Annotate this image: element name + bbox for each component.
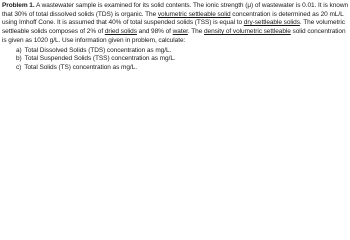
question-text: Total Solids (TS) concentration as mg/L. [24, 63, 137, 71]
statement-segment-underlined: water [172, 28, 188, 36]
statement-segment-underlined: dry-settleable solids [243, 19, 300, 27]
question-text: Total Suspended Solids (TSS) concentration as mg/L. [24, 55, 176, 63]
statement-segment: and 98% of [136, 28, 173, 36]
statement-segment: A wastewater sample is examined for its solid contents. The ionic strength (μ) of wastewater is 0.01. It is known that 30% of total dissolved solids (TDS) is organic. The [2, 2, 349, 18]
question-item [16, 55, 348, 64]
statement-segment: . The [187, 28, 204, 36]
problem-heading: Problem 1. [2, 2, 35, 9]
question-text: Total Dissolved Solids (TDS) concentration as mg/L. [24, 46, 172, 54]
question-letter: a) [16, 46, 22, 54]
statement-segment: . The volumetric settleable solids composes of 2% of [2, 19, 345, 36]
statement-segment-underlined: volumetric settleable solid [157, 10, 231, 18]
question-item [16, 64, 348, 73]
question-list [2, 47, 348, 73]
question-item [16, 47, 348, 56]
question-letter: b) [16, 55, 22, 63]
statement-segment-underlined: dried solids [104, 28, 137, 36]
question-letter: c) [16, 63, 22, 71]
statement-segment: concentration is determined as 20 mL/L using Imhoff Cone. It is assumed that 40% of total suspended solids (TSS) is equal to [2, 10, 344, 27]
statement-segment: solid concentration is given as 1020 g/L. Use information given in problem, calculate: [2, 28, 346, 44]
problem-statement [2, 2, 348, 46]
statement-segment-underlined: density of volumetric settleable [204, 28, 291, 36]
problem-document [0, 0, 350, 73]
